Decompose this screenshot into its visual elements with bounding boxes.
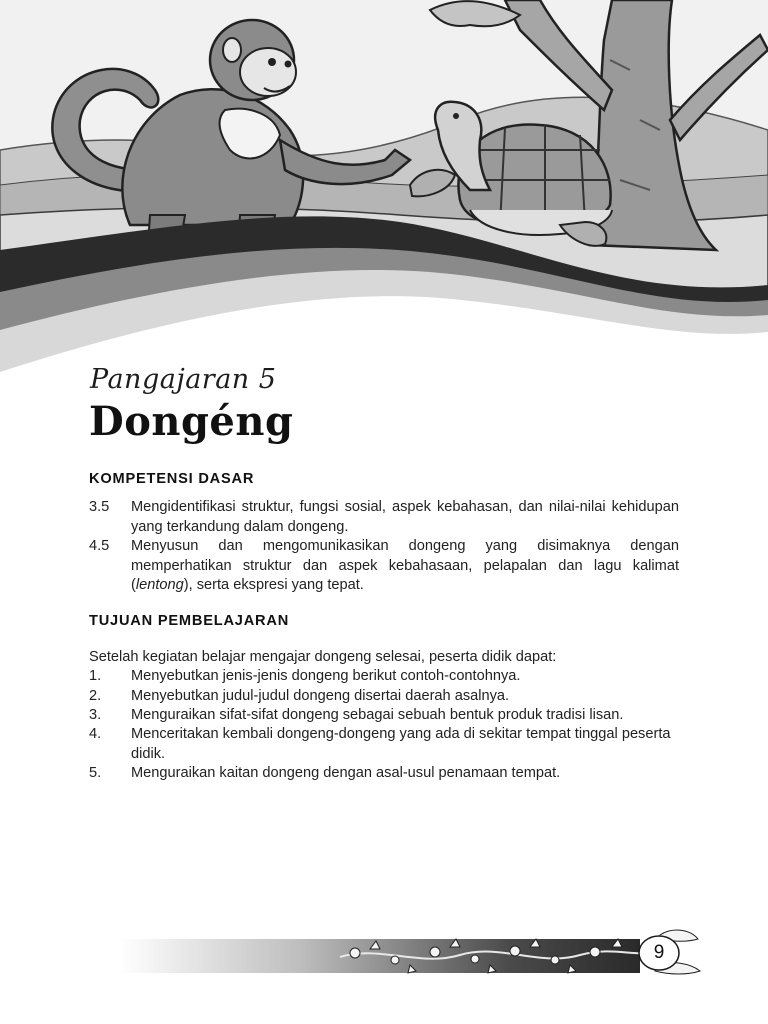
item-text: Menguraikan kaitan dongeng dengan asal-usul penamaan tempat. — [131, 765, 561, 782]
tujuan-item — [89, 687, 679, 706]
tujuan-item — [89, 667, 679, 686]
tujuan-item — [89, 764, 679, 783]
item-number: 2. — [89, 687, 102, 704]
item-number: 3.5 — [89, 499, 110, 516]
main-content — [89, 470, 679, 784]
kompetensi-heading: KOMPETENSI DASAR — [89, 471, 255, 487]
item-text: Menyebutkan judul-judul dongeng disertai daerah asalnya. — [131, 687, 510, 704]
item-number: 5. — [89, 765, 102, 782]
item-text: Menyebutkan jenis-jenis dongeng berikut contoh-contohnya. — [131, 668, 521, 685]
item-text: Mengidentifikasi struktur, fungsi sosial, aspek kebahasan, dan nilai-nilai kehidupan yang terkandung dalam dongeng. — [131, 499, 679, 535]
tujuan-intro: Setelah kegiatan belajar mengajar dongeng selesai, peserta didik dapat: — [89, 648, 557, 665]
page-title: Dongéng — [89, 398, 294, 445]
item-text — [131, 537, 679, 595]
item-number: 4. — [89, 726, 102, 743]
item-number: 3. — [89, 707, 102, 724]
item-number: 4.5 — [89, 538, 110, 555]
kompetensi-item — [89, 537, 679, 595]
item-text: Menceritakan kembali dongeng-dongeng yang ada di sekitar tempat tinggal peserta didik. — [131, 726, 671, 762]
lesson-label: Pangajaran 5 — [90, 364, 277, 395]
page-number: 9 — [653, 942, 665, 963]
tujuan-item — [89, 725, 679, 764]
tujuan-item — [89, 706, 679, 725]
header-illustration — [0, 0, 768, 400]
item-text-part: ), serta ekspresi yang tepat. — [183, 577, 364, 594]
item-text-italic: lentong — [135, 577, 184, 594]
item-text: Menguraikan sifat-sifat dongeng sebagai sebuah bentuk produk tradisi lisan. — [131, 707, 624, 724]
item-text-part: Menyusun dan mengomunikasikan dongeng yang disimaknya dengan memperhatikan struktur dan aspek kebahasaan, pelapalan dan lagu kalimat ( — [131, 538, 679, 594]
item-number: 1. — [89, 668, 102, 685]
kompetensi-item — [89, 498, 679, 537]
tujuan-heading: TUJUAN PEMBELAJARAN — [89, 613, 290, 630]
